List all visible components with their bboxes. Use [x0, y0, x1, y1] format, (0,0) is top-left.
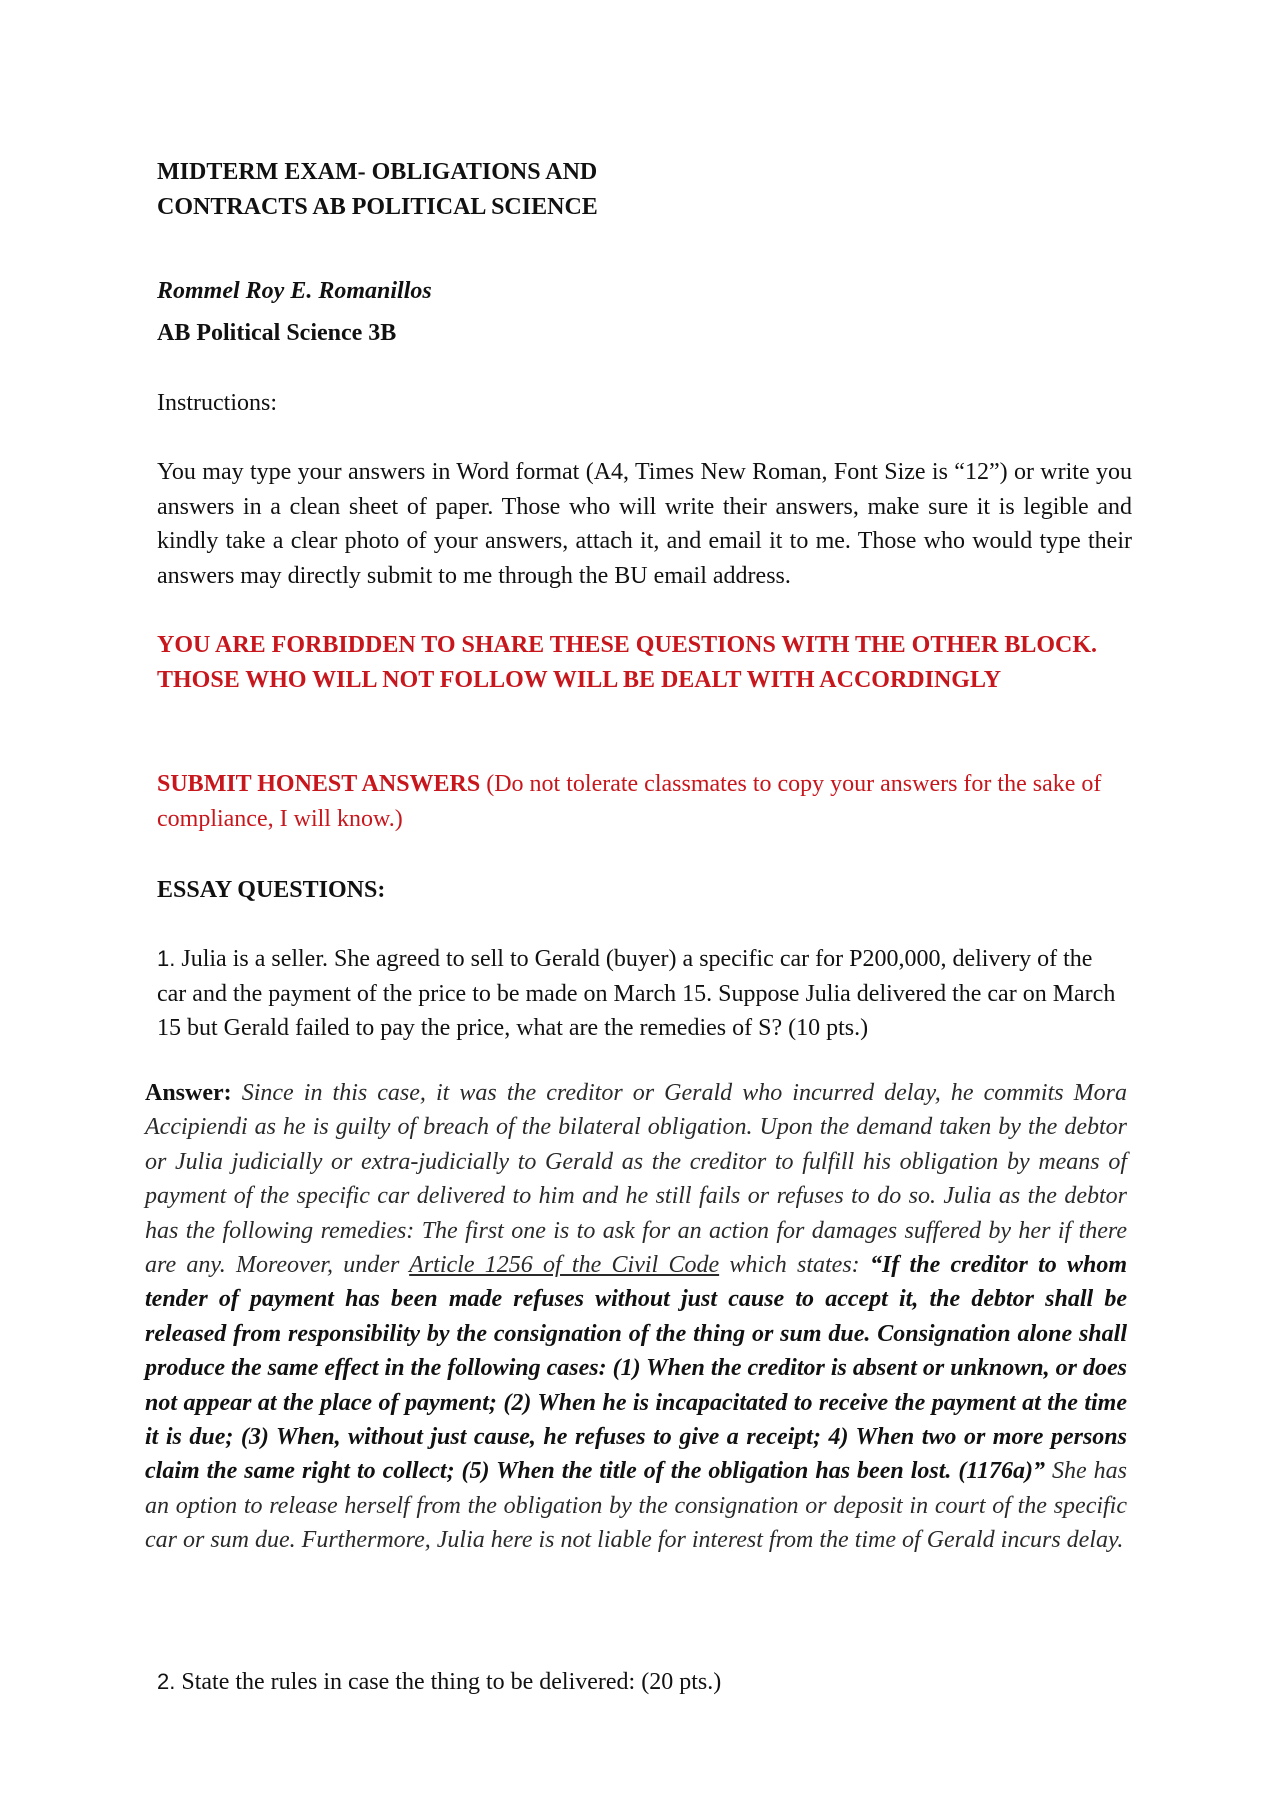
question-2-text: State the rules in case the thing to be delivered: (20 pts.)	[181, 1669, 722, 1695]
article-quote: “If the creditor to whom tender of payment has been made refuses without just cause to accept it, the debtor shall be released from responsibility by the consignation of the thing or sum due. Consignation alone shall produce the same effect in the following cases: (1) When the creditor is absent or unknown, or does not appear at the place of payment; (2) When he is incapacitated to receive the payment at the time it is due; (3) When, without just cause, he refuses to give a receipt; 4) When two or more persons claim the same right to collect; (5) When the title of the obligation has been lost. (1176a)”	[145, 1252, 1128, 1485]
student-section: AB Political Science 3B	[157, 320, 397, 346]
question-2-number: 2.	[157, 1669, 176, 1694]
question-1	[157, 942, 1117, 1046]
question-1-number: 1.	[157, 946, 176, 971]
question-1-text: Julia is a seller. She agreed to sell to Gerald (buyer) a specific car for P200,000, delivery of the car and the payment of the price to be made on March 15. Suppose Julia delivered the car on March 15 but Gerald failed to pay the price, what are the remedies of S? (10 pts.)	[157, 946, 1116, 1041]
honest-answers-label: SUBMIT HONEST ANSWERS	[157, 771, 481, 797]
exam-title	[157, 155, 1117, 225]
answer-part2: which states:	[729, 1252, 860, 1279]
honest-answers-notice	[157, 767, 1117, 836]
article-reference: Article 1256 of the Civil Code	[409, 1252, 720, 1279]
warning-notice: YOU ARE FORBIDDEN TO SHARE THESE QUESTIONS WITH THE OTHER BLOCK. THOSE WHO WILL NOT FOLLOW WILL BE DEALT WITH ACCORDINGLY	[157, 632, 1098, 693]
essay-questions-heading: ESSAY QUESTIONS:	[157, 877, 386, 903]
honest-answers-note: (Do not tolerate classmates to copy your answers for the sake of compliance, I will know.)	[157, 771, 1102, 832]
instructions-heading: Instructions:	[157, 390, 277, 416]
answer-label: Answer:	[145, 1080, 232, 1106]
instructions-body: You may type your answers in Word format (A4, Times New Roman, Font Size is “12”) or write you answers in a clean sheet of paper. Those who will write their answers, make sure it is legible and kindly take a clear photo of your answers, attach it, and email it to me. Those who would type their answers may directly submit to me through the BU email address.	[157, 459, 1132, 589]
exam-title-line1: MIDTERM EXAM- OBLIGATIONS AND	[157, 159, 598, 185]
answer-part3: She has an option to release herself from the obligation by the consignation or deposit in court of the specific car or sum due. Furthermore, Julia here is not liable for interest from the time of Gerald incurs delay.	[145, 1458, 1128, 1554]
student-name: Rommel Roy E. Romanillos	[157, 278, 432, 304]
question-2	[157, 1665, 1117, 1700]
exam-title-line2: CONTRACTS AB POLITICAL SCIENCE	[157, 194, 598, 220]
answer-part1: Since in this case, it was the creditor or Gerald who incurred delay, he commits Mora Accipiendi as he is guilty of breach of the bilateral obligation. Upon the demand taken by the debtor or Julia judicially or extra-judicially to Gerald as the creditor to fulfill his obligation by means of payment of the specific car delivered to him and he still fails or refuses to do so. Julia as the debtor has the following remedies: The first one is to ask for an action for damages suffered by her if there are any. Moreover, under	[145, 1080, 1127, 1279]
answer-1	[145, 1076, 1127, 1558]
